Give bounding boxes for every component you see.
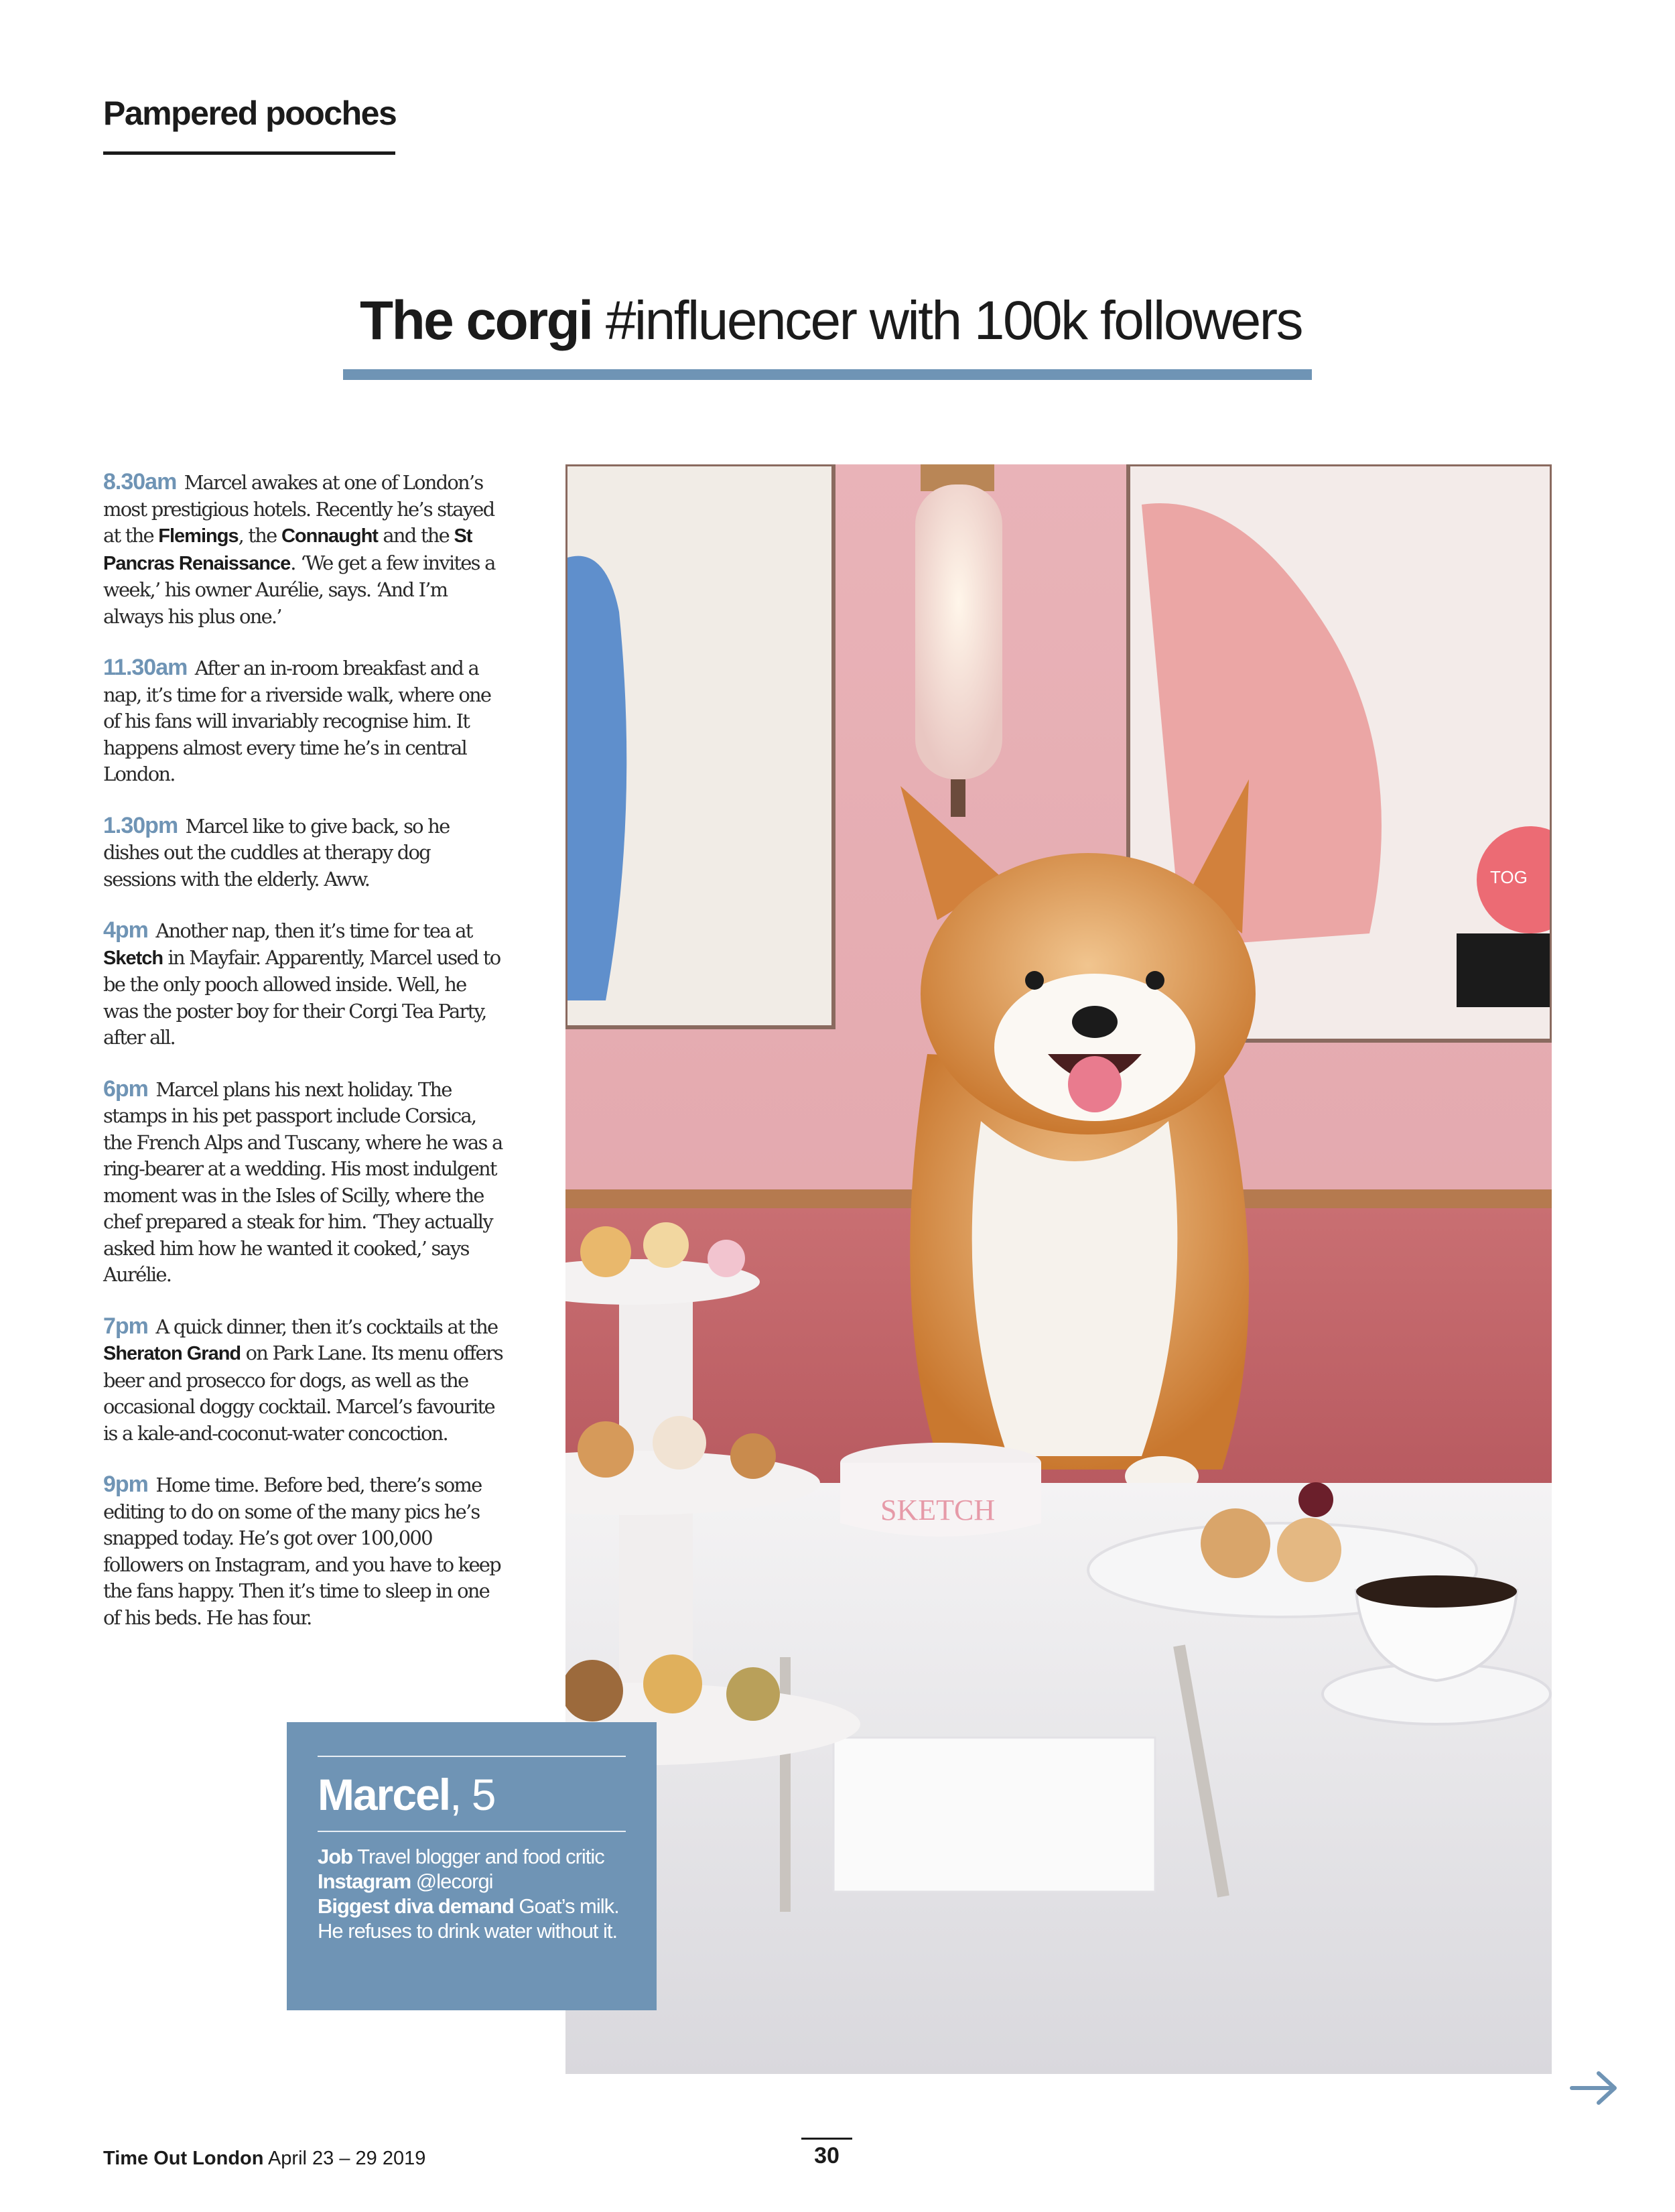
profile-instagram-label: Instagram bbox=[318, 1870, 411, 1893]
venue-name: Flemings bbox=[158, 525, 239, 547]
pastry bbox=[643, 1654, 702, 1713]
lamp-switch bbox=[951, 779, 965, 817]
pastry bbox=[643, 1222, 689, 1268]
schedule-entry bbox=[103, 655, 505, 788]
footer-credit bbox=[103, 2148, 425, 2170]
schedule-text: Marcel awakes at one of London’s most prestigious hotels. Recently he’s stayed at the bbox=[103, 471, 494, 547]
scone bbox=[1277, 1518, 1341, 1582]
infobox-top-rule bbox=[318, 1756, 626, 1757]
corgi-eye-right bbox=[1146, 971, 1164, 990]
venue-name: Sketch bbox=[103, 947, 163, 969]
footer-publication: Time Out London bbox=[103, 2148, 264, 2169]
pastry bbox=[578, 1421, 634, 1478]
dog-bowl bbox=[840, 1443, 1041, 1537]
schedule-column bbox=[103, 469, 505, 1656]
tea bbox=[1356, 1575, 1517, 1608]
schedule-entry bbox=[103, 1076, 505, 1289]
profile-instagram-value: @lecorgi bbox=[411, 1870, 493, 1893]
venue-name: Connaught bbox=[281, 525, 378, 547]
poster-text: TOG bbox=[1490, 867, 1528, 887]
schedule-text: on Park Lane. Its menu offers beer and prosecco for dogs, as well as the occasional doggy cocktail. Marcel’s favourite is a kale-and-coconut-water concoction. bbox=[103, 1342, 503, 1445]
napkin bbox=[833, 1738, 1155, 1892]
profile-instagram bbox=[318, 1869, 632, 1894]
schedule-text: and the bbox=[377, 524, 454, 547]
corgi-eye-left bbox=[1025, 971, 1044, 990]
section-rule bbox=[103, 151, 395, 155]
profile-job-label: Job bbox=[318, 1845, 353, 1868]
schedule-text: Another nap, then it’s time for tea at bbox=[150, 919, 472, 942]
profile-infobox bbox=[287, 1722, 657, 2010]
pastry bbox=[653, 1416, 706, 1470]
corgi-tongue bbox=[1068, 1056, 1122, 1112]
schedule-text: . ‘We get a few invites a week,’ his owner Aurélie, says. ‘And I’m always his plus one.’ bbox=[103, 551, 495, 628]
profile-age: , 5 bbox=[450, 1770, 495, 1819]
page-number: 30 bbox=[814, 2143, 840, 2168]
schedule-time: 9pm bbox=[103, 1472, 148, 1497]
corgi bbox=[900, 779, 1256, 1496]
pastry bbox=[580, 1226, 631, 1277]
corgi-photo bbox=[565, 464, 1552, 2074]
schedule-entry bbox=[103, 469, 505, 630]
bowl-text: SKETCH bbox=[880, 1494, 996, 1526]
schedule-text: , the bbox=[238, 524, 281, 547]
pastry bbox=[730, 1433, 776, 1479]
pastry bbox=[708, 1240, 745, 1277]
schedule-time: 6pm bbox=[103, 1076, 148, 1102]
venue-name: Sheraton Grand bbox=[103, 1343, 241, 1364]
venue-name: St Pancras Renaissance bbox=[103, 525, 472, 574]
profile-job bbox=[318, 1844, 632, 1869]
corgi-nose bbox=[1072, 1006, 1118, 1038]
profile-job-value: Travel blogger and food critic bbox=[352, 1845, 604, 1868]
schedule-time: 11.30am bbox=[103, 655, 188, 680]
corgi-chest bbox=[972, 1121, 1178, 1456]
next-page-arrow-icon[interactable] bbox=[1568, 2068, 1621, 2108]
schedule-time: 7pm bbox=[103, 1313, 148, 1339]
schedule-text: Home time. Before bed, there’s some editing to do on some of the many pics he’s snapped today. He’s got over 100,000 followers on Instagram, and you have to keep the fans happy. Then it’s time to sleep in one of his beds. He has four. bbox=[103, 1474, 500, 1629]
profile-diva-label: Biggest diva demand bbox=[318, 1894, 514, 1918]
schedule-text: Marcel like to give back, so he dishes out the cuddles at therapy dog sessions with the elderly. Aww. bbox=[103, 814, 450, 891]
poster-black-block bbox=[1457, 933, 1552, 1007]
schedule-entry bbox=[103, 1472, 505, 1631]
schedule-text: in Mayfair. Apparently, Marcel used to be the only pooch allowed inside. Well, he was the poster boy for their Corgi Tea Party, after all. bbox=[103, 946, 500, 1049]
schedule-entry bbox=[103, 917, 505, 1051]
schedule-text: After an in-room breakfast and a nap, it’s time for a riverside walk, where one of his fans will invariably recognise him. It happens almost every time he’s in central London. bbox=[103, 657, 491, 785]
schedule-text: A quick dinner, then it’s cocktails at the bbox=[150, 1315, 498, 1338]
schedule-entry bbox=[103, 1313, 505, 1447]
wall-lamp bbox=[915, 484, 1002, 779]
headline bbox=[348, 289, 1313, 352]
profile-diva-value: Goat’s milk. He refuses to drink water without it. bbox=[318, 1894, 619, 1943]
schedule-text: Marcel plans his next holiday. The stamps in his pet passport include Corsica, the French Alps and Tuscany, where he was a ring-bearer at a wedding. His most indulgent moment was in the Isles of Scilly, where the chef prepared a steak for him. ‘They actually asked him how he wanted it cooked,’ says Aurélie. bbox=[103, 1078, 503, 1286]
footer-date: April 23 – 29 2019 bbox=[263, 2148, 426, 2169]
schedule-entry bbox=[103, 813, 505, 893]
schedule-time: 8.30am bbox=[103, 469, 177, 495]
headline-rest: #influencer with 100k followers bbox=[592, 290, 1302, 351]
scone bbox=[1201, 1508, 1270, 1578]
profile-diva bbox=[318, 1894, 632, 1943]
profile-name-bold: Marcel bbox=[318, 1770, 450, 1819]
pastry bbox=[726, 1667, 780, 1721]
profile-name bbox=[318, 1769, 495, 1820]
schedule-time: 4pm bbox=[103, 917, 148, 943]
schedule-time: 1.30pm bbox=[103, 812, 178, 838]
infobox-mid-rule bbox=[318, 1831, 626, 1832]
page-number-rule bbox=[801, 2138, 852, 2140]
headline-bold: The corgi bbox=[359, 290, 592, 351]
jam-pot bbox=[1298, 1482, 1333, 1517]
profile-details bbox=[318, 1844, 632, 1943]
headline-rule bbox=[343, 369, 1312, 380]
section-label: Pampered pooches bbox=[103, 94, 397, 132]
